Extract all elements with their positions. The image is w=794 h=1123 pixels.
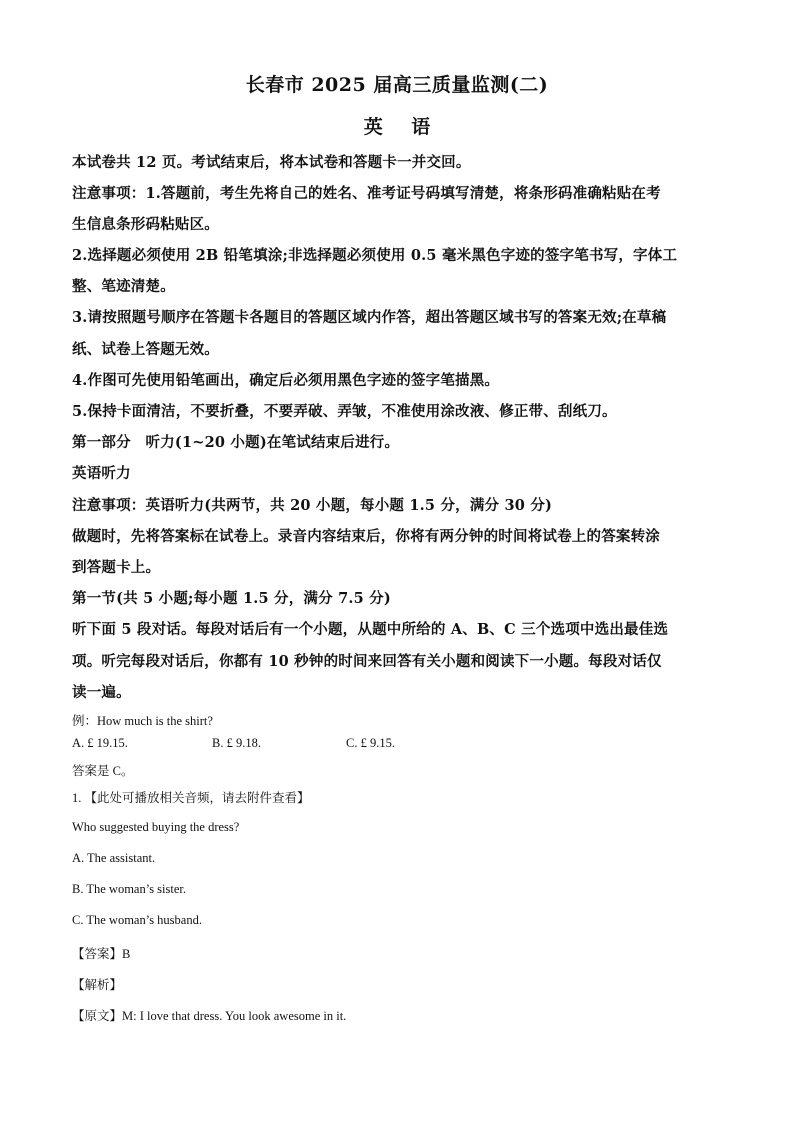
instruction-line: 做题时，先将答案标在试卷上。录音内容结束后，你将有两分钟的时间将试卷上的答案转涂: [72, 528, 660, 545]
instruction-line: 3.请按照题号顺序在答题卡各题目的答题区域内作答，超出答题区域书写的答案无效;在草稿: [72, 309, 667, 326]
instruction-line: 到答题卡上。: [72, 559, 161, 576]
question-1-analysis: 【解析】: [72, 978, 123, 992]
instruction-line: 2.选择题必须使用 2B 铅笔填涂;非选择题必须使用 0.5 毫米黑色字迹的签字笔书写，字体工: [72, 247, 678, 264]
subject-heading: 英 语: [363, 116, 431, 138]
question-1-option-b: B. The woman’s sister.: [72, 882, 187, 896]
instruction-line: 4.作图可先使用铅笔画出，确定后必须用黑色字迹的签字笔描黑。: [72, 372, 500, 389]
instruction-line: 生信息条形码粘贴区。: [72, 216, 219, 233]
question-1-answer: 【答案】B: [72, 947, 131, 961]
question-1-number: 1. 【此处可播放相关音频，请去附件查看】: [72, 791, 310, 805]
instruction-line: 读一遍。: [72, 684, 131, 701]
section-heading: 第一节(共 5 小题;每小题 1.5 分，满分 7.5 分): [72, 590, 391, 607]
example-option-a: A. £ 19.15.: [72, 736, 128, 750]
instruction-line: 听下面 5 段对话。每段对话后有一个小题，从题中所给的 A、B、C 三个选项中选出最佳选: [72, 621, 669, 638]
example-option-b: B. £ 9.18.: [212, 736, 261, 750]
instruction-line: 本试卷共 12 页。考试结束后，将本试卷和答题卡一并交回。: [72, 154, 471, 171]
section-heading: 第一部分 听力(1~20 小题)在笔试结束后进行。: [72, 434, 400, 451]
instruction-line: 注意事项：1.答题前，考生先将自己的姓名、准考证号码填写清楚，将条形码准确粘贴在考: [72, 185, 661, 202]
example-option-c: C. £ 9.15.: [346, 736, 395, 750]
question-1-option-c: C. The woman’s husband.: [72, 913, 202, 927]
instruction-line: 注意事项：英语听力(共两节，共 20 小题，每小题 1.5 分，满分 30 分): [72, 497, 553, 514]
section-heading: 英语听力: [72, 465, 131, 482]
instruction-line: 项。听完每段对话后，你都有 10 秒钟的时间来回答有关小题和阅读下一小题。每段对话仅: [72, 653, 662, 670]
example-answer: 答案是 C。: [72, 764, 134, 778]
question-1-option-a: A. The assistant.: [72, 851, 156, 865]
instruction-line: 整、笔迹清楚。: [72, 278, 175, 295]
page-title: 长春市 2025 届高三质量监测(二): [245, 74, 549, 96]
example-question: 例：How much is the shirt?: [72, 714, 213, 728]
instruction-line: 5.保持卡面清洁，不要折叠，不要弄破、弄皱，不准使用涂改液、修正带、刮纸刀。: [72, 403, 617, 420]
instruction-line: 纸、试卷上答题无效。: [72, 341, 219, 358]
question-1-transcript: 【原文】M: I love that dress. You look awesome in it.: [72, 1009, 347, 1023]
question-1-prompt: Who suggested buying the dress?: [72, 820, 240, 834]
